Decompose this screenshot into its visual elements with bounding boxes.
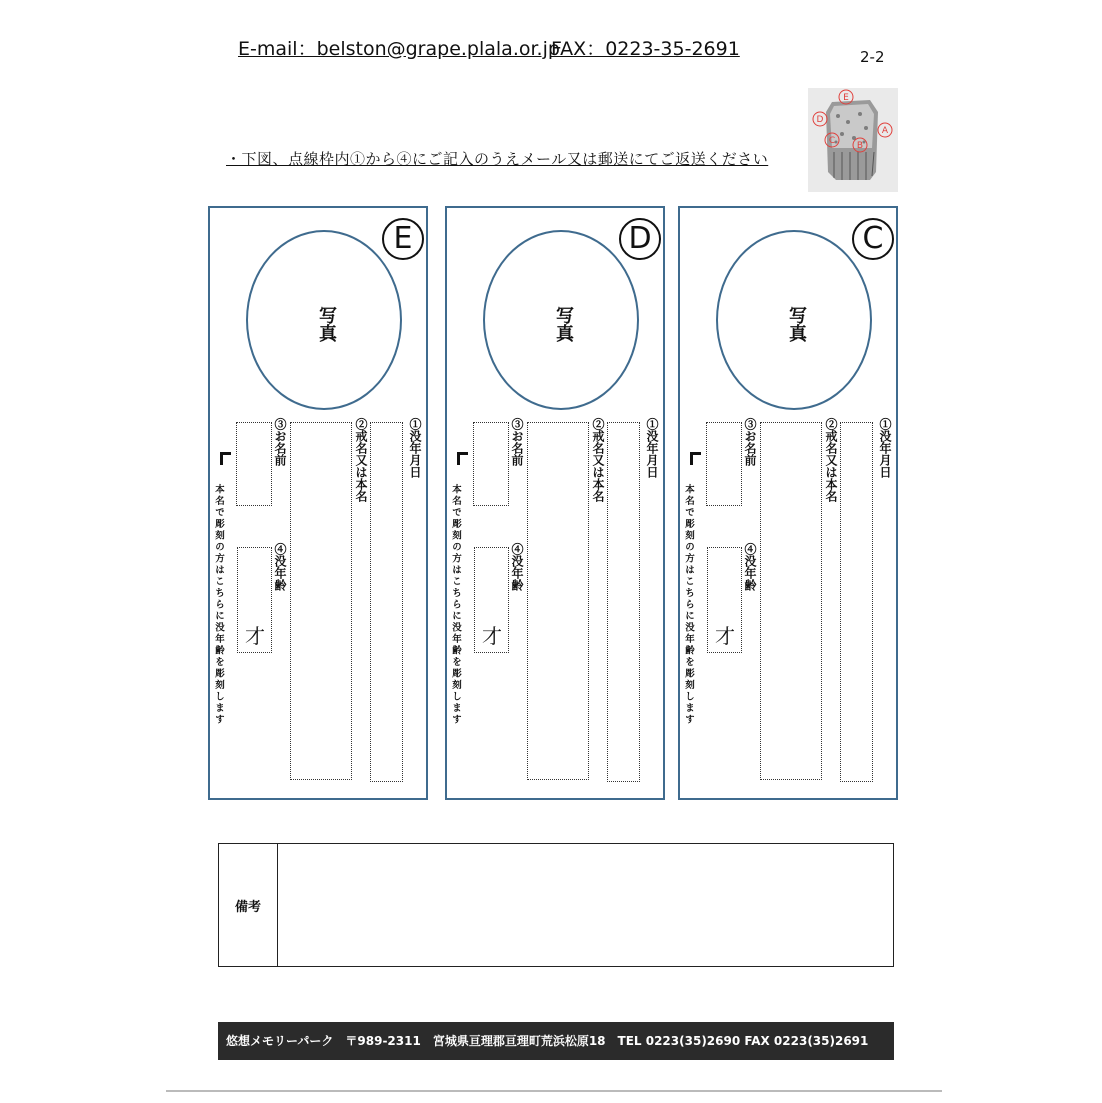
age-unit: 才 [482, 624, 502, 648]
photo-area[interactable] [246, 230, 402, 410]
age-unit: 才 [715, 624, 735, 648]
posthumous-name-field[interactable] [760, 422, 822, 780]
panel-letter: C [852, 218, 894, 260]
posthumous-name-label: ②戒名又は本名 [354, 418, 368, 502]
bracket-mark [690, 452, 701, 465]
age-engraving-note: 本名で彫刻の方はこちらに没年齢を彫刻します [450, 484, 461, 726]
panel-c [678, 206, 898, 800]
thumb-label-b: B [856, 141, 864, 151]
thumb-label-d: D [816, 115, 824, 125]
name-field[interactable] [706, 422, 742, 506]
thumb-label-e: E [843, 93, 849, 103]
death-age-field[interactable] [707, 547, 742, 653]
panel-e [208, 206, 428, 800]
age-engraving-note: 本名で彫刻の方はこちらに没年齢を彫刻します [213, 484, 224, 726]
death-date-field[interactable] [840, 422, 873, 782]
email-address: E-mail：belston@grape.plala.or.jp [238, 38, 560, 60]
urn-illustration-icon [808, 88, 898, 192]
thumb-label-a: A [881, 126, 889, 136]
remarks-label: 備考 [219, 844, 278, 966]
photo-area[interactable] [716, 230, 872, 410]
company-footer: 悠想メモリーパーク 〒989-2311 宮城県亘理郡亘理町荒浜松原18 TEL 0223(35)2690 FAX 0223(35)2691 [218, 1022, 894, 1060]
photo-label: 写真 [316, 306, 337, 342]
death-date-label: ①没年月日 [878, 418, 892, 478]
death-date-field[interactable] [607, 422, 640, 782]
death-age-label: ④没年齢 [510, 543, 524, 591]
death-date-label: ①没年月日 [645, 418, 659, 478]
photo-label: 写真 [786, 306, 807, 342]
product-thumbnail [808, 88, 898, 192]
death-age-field[interactable] [474, 547, 509, 653]
photo-label: 写真 [553, 306, 574, 342]
remarks-field[interactable] [279, 844, 893, 966]
panel-letter: D [619, 218, 661, 260]
instruction-text: ・下図、点線枠内①から④にご記入のうえメール又は郵送にてご返送ください [226, 150, 769, 168]
posthumous-name-label: ②戒名又は本名 [591, 418, 605, 502]
fax-number: FAX：0223-35-2691 [551, 38, 740, 60]
death-age-field[interactable] [237, 547, 272, 653]
name-label: ③お名前 [510, 418, 524, 466]
posthumous-name-field[interactable] [290, 422, 352, 780]
death-age-label: ④没年齢 [273, 543, 287, 591]
name-label: ③お名前 [743, 418, 757, 466]
panel-d [445, 206, 665, 800]
thumb-label-c: C [828, 136, 836, 146]
remarks-box [218, 843, 894, 967]
death-age-label: ④没年齢 [743, 543, 757, 591]
posthumous-name-field[interactable] [527, 422, 589, 780]
name-field[interactable] [473, 422, 509, 506]
age-engraving-note: 本名で彫刻の方はこちらに没年齢を彫刻します [683, 484, 694, 726]
panel-letter: E [382, 218, 424, 260]
photo-area[interactable] [483, 230, 639, 410]
posthumous-name-label: ②戒名又は本名 [824, 418, 838, 502]
death-date-label: ①没年月日 [408, 418, 422, 478]
page-bottom-divider [166, 1090, 942, 1092]
name-label: ③お名前 [273, 418, 287, 466]
bracket-mark [457, 452, 468, 465]
name-field[interactable] [236, 422, 272, 506]
death-date-field[interactable] [370, 422, 403, 782]
age-unit: 才 [245, 624, 265, 648]
bracket-mark [220, 452, 231, 465]
page-number: 2-2 [860, 48, 885, 66]
